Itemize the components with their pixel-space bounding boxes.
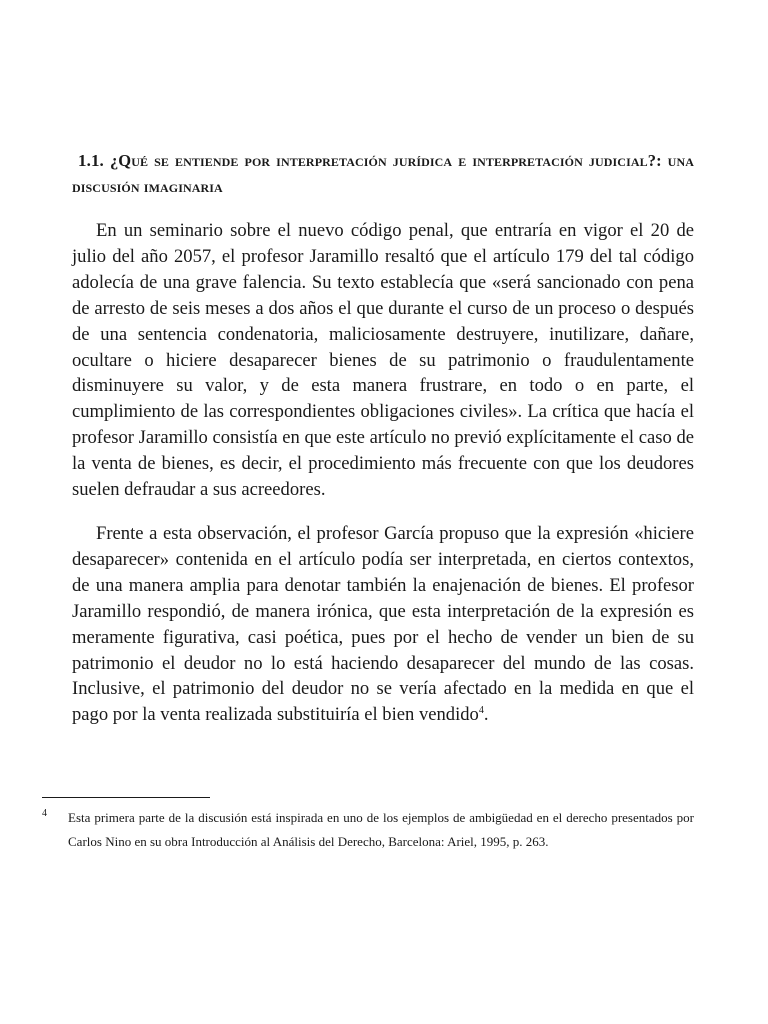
section-heading [72, 148, 694, 200]
body-paragraph-2 [72, 521, 694, 728]
section-number: 1.1. [78, 151, 104, 170]
body-paragraph-1 [72, 218, 694, 503]
footnote-reference[interactable]: 4 [478, 705, 484, 717]
paragraph-text: Frente a esta observación, el profesor García propuso que la expresión «hiciere desaparecer» contenida en el artículo podía ser interpretada, en ciertos contextos, de una manera amplia para denotar también la enajenación de bienes. El profesor Jaramillo respondió, de manera irónica, que esta interpretación de la expresión es meramente figurativa, casi poética, pues por el hecho de vender un bien de su patrimonio el deudor no lo está haciendo desaparecer del mundo de las cosas. Inclusive, el patrimonio del deudor no se vería afectado en la medida en que el pago por la venta realizada substituiría el bien vendido [72, 522, 694, 726]
section-title: ¿Qué se entiende por interpretación jurídica e interpretación judicial?: una discusión imaginaria [72, 151, 694, 196]
footnote-separator [42, 797, 210, 798]
footnote-text: Esta primera parte de la discusión está inspirada en uno de los ejemplos de ambigüedad en el derecho presentados por Carlos Nino en su obra Introducción al Análisis del Derecho, Barcelona: Ariel, 1995, p. 263. [68, 810, 694, 849]
paragraph-tail: . [483, 704, 489, 726]
footnote [42, 806, 694, 854]
footnote-mark: 4 [42, 808, 47, 819]
paragraph-text: En un seminario sobre el nuevo código penal, que entraría en vigor el 20 de julio del año 2057, el profesor Jaramillo resaltó que el artículo 179 del tal código adolecía de una grave falencia. Su texto establecía que «será sancionado con pena de arresto de seis meses a dos años el que durante el curso de un proceso o después de una sentencia condenatoria, maliciosamente destruyere, inutilizare, dañare, ocultare o hiciere desaparecer bienes de su patrimonio o fraudulentamente disminuyere su valor, y de esta manera frustrare, en todo o en parte, el cumplimiento de las correspondientes obligaciones civiles». La crítica que hacía el profesor Jaramillo consistía en que este artículo no previó explícitamente el caso de la venta de bienes, es decir, el procedimiento más frecuente con que los deudores suelen defraudar a sus acreedores. [72, 220, 694, 501]
